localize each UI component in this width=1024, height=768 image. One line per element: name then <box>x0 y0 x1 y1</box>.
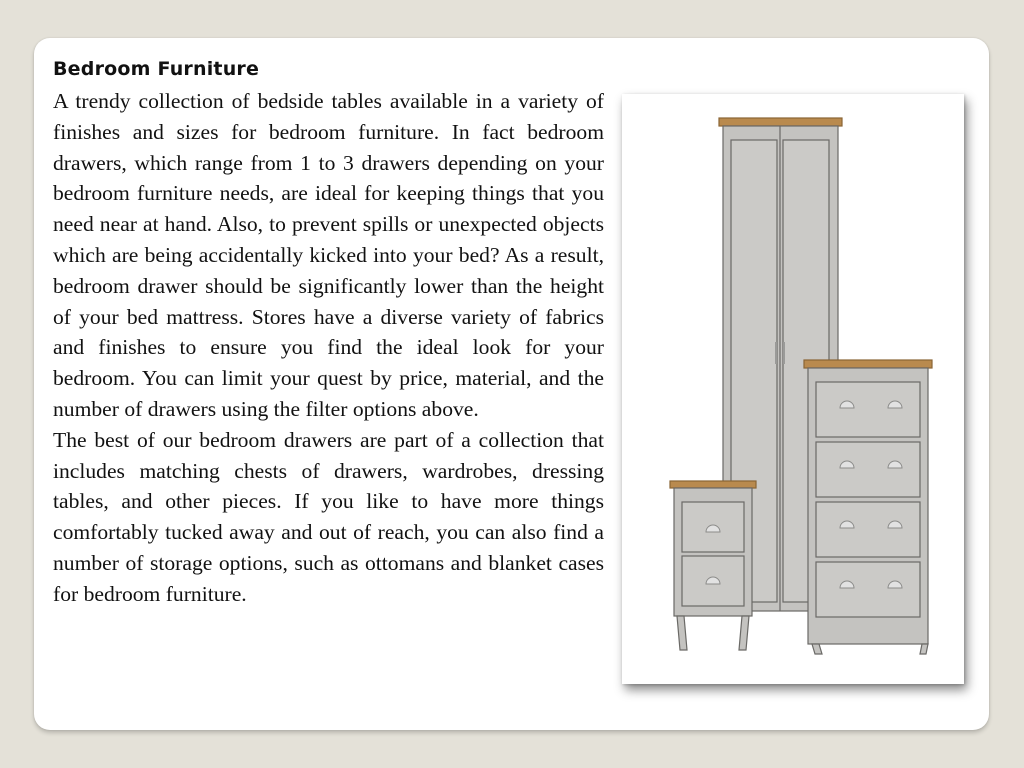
paragraph-1: A trendy collection of bedside tables available in a variety of finishes and sizes for bedroom furniture. In fact bedroom drawers, which range from 1 to 3 drawers depending on your bedroom furniture needs, are ideal for keeping things that you need near at hand. Also, to prevent spills or unexpected objects which are being accidentally kicked into your bed? As a result, bedroom drawer should be significantly lower than the height of your bed mattress. Stores have a diverse variety of fabrics and finishes to ensure you find the ideal look for your bedroom. You can limit your quest by price, material, and the number of drawers using the filter options above. <box>53 89 604 421</box>
furniture-photo <box>622 94 964 684</box>
chest-of-drawers <box>804 360 932 654</box>
slide-body <box>53 86 604 610</box>
paragraph-2: The best of our bedroom drawers are part of a collection that includes matching chests of drawers, wardrobes, dressing tables, and other pieces. If you like to have more things comfortably tucked away and out of reach, you can also find a number of storage options, such as ottomans and blanket cases for bedroom furniture. <box>53 427 604 606</box>
furniture-illustration <box>622 94 964 684</box>
bedside-table <box>670 481 756 650</box>
slide-heading: Bedroom Furniture <box>53 58 260 80</box>
